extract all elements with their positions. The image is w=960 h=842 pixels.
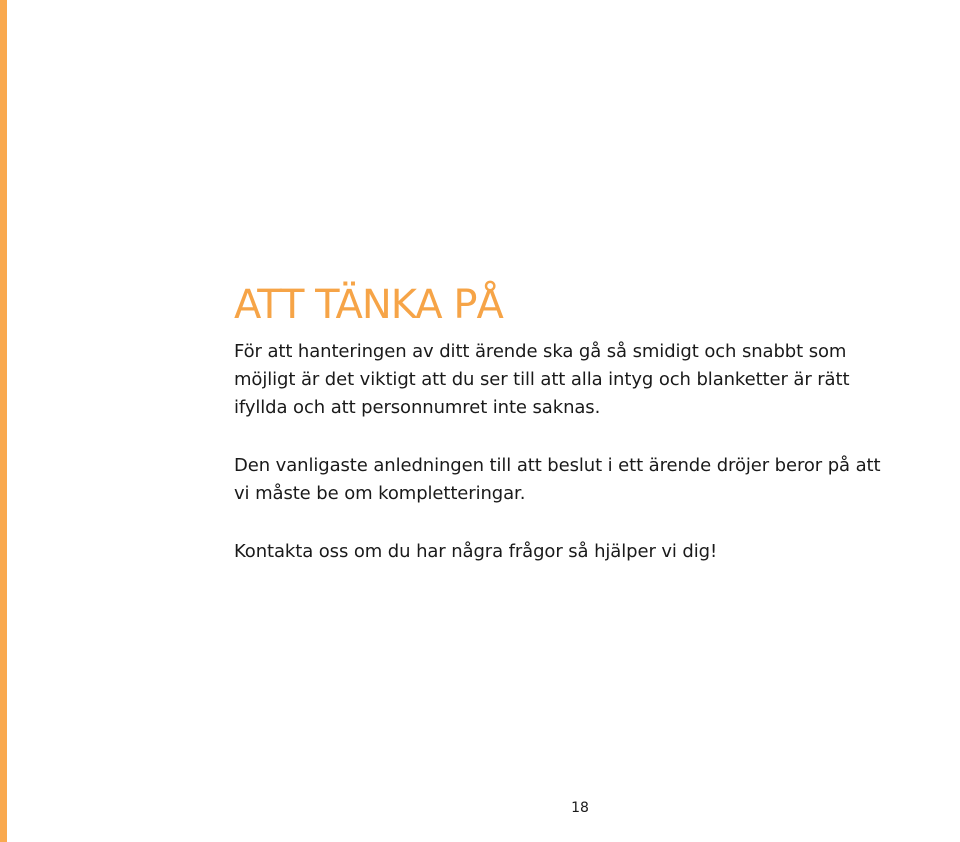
paragraph-line: möjligt är det viktigt att du ser till att alla intyg och blanketter är rätt: [234, 369, 850, 390]
paragraph-line: ifyllda och att personnumret inte saknas.: [234, 397, 601, 418]
paragraph-line: vi måste be om kompletteringar.: [234, 483, 526, 504]
paragraph-line: För att hanteringen av ditt ärende ska gå så smidigt och snabbt som: [234, 341, 847, 362]
paragraph-contact: [234, 538, 717, 566]
paragraph-line: Kontakta oss om du har några frågor så hjälper vi dig!: [234, 541, 718, 562]
page-number: 18: [571, 800, 589, 816]
accent-bar: [0, 0, 7, 842]
paragraph-reasons: [234, 452, 880, 508]
paragraph-intro: [234, 338, 849, 422]
paragraph-line: Den vanligaste anledningen till att beslut i ett ärende dröjer beror på att: [234, 455, 881, 476]
page-heading: ATT TÄNKA PÅ: [234, 282, 503, 328]
